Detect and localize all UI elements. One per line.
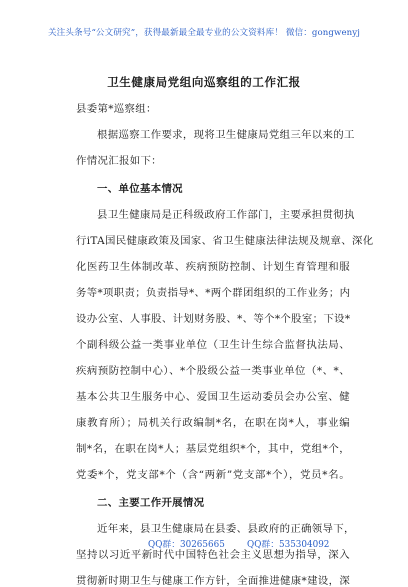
body-text-line: 个副科级公益一类事业单位（卫生计生综合监督执法局、 — [76, 339, 350, 351]
body-text-line: 化医药卫生体制改革、疾病预防控制、计划生育管理和服 — [76, 261, 350, 273]
body-text-line: 坚持以习近平新时代中国特色社会主义思想为指导，深入 — [76, 549, 350, 561]
body-text-line: 根据巡察工作要求，现将卫生健康局党组三年以来的工 — [97, 129, 355, 141]
body-text-line: 县卫生健康局是正科级政府工作部门，主要承担贯彻执 — [97, 209, 355, 221]
body-text-line: 县委第*巡察组： — [76, 103, 157, 115]
body-text-line: 制*名，在职在岗*人；基层党组织*个，其中，党组*个， — [76, 443, 350, 455]
body-text-line: 贯彻新时期卫生与健康工作方针，全面推进健康*建设，深 — [76, 575, 351, 587]
header-promo-note: 关注头条号“公文研究”，获得最新最全最专业的公文资料库！ 微信：gongwenyj — [47, 28, 361, 38]
body-text-line: 基本公共卫生服务中心、爱国卫生运动委员会办公室、健 — [76, 391, 350, 403]
body-text-line: 作情况汇报如下： — [76, 155, 162, 167]
document-title: 卫生健康局党组向巡察组的工作汇报 — [107, 75, 301, 89]
body-text-line: 行iTA国民健康政策及国家、省卫生健康法律法规及规章、深化 — [76, 235, 374, 247]
body-text-line: 务等*项职责；负责指导*、*两个群团组织的工作业务；内 — [76, 287, 351, 299]
footer-qq-group-2: QQ群：535304092 — [247, 540, 330, 550]
body-text-line: 近年来，县卫生健康局在县委、县政府的正确领导下， — [97, 523, 355, 535]
body-text-line: 康教育所）；局机关行政编制*名，在职在岗*人，事业编 — [76, 417, 350, 429]
section-heading: 一、单位基本情况 — [97, 183, 183, 195]
footer-qq-group-1: QQ群：30265665 — [148, 540, 225, 550]
body-text-line: 疾病预防控制中心）、*个股级公益一类事业单位（*、*、 — [76, 365, 350, 377]
section-heading: 二、主要工作开展情况 — [97, 497, 205, 509]
body-text-line: 党委*个，党支部*个（含“两新”党支部*个），党员*名。 — [76, 469, 350, 481]
body-text-line: 设办公室、人事股、计划财务股、*、等个*个股室；下设* — [76, 313, 351, 325]
